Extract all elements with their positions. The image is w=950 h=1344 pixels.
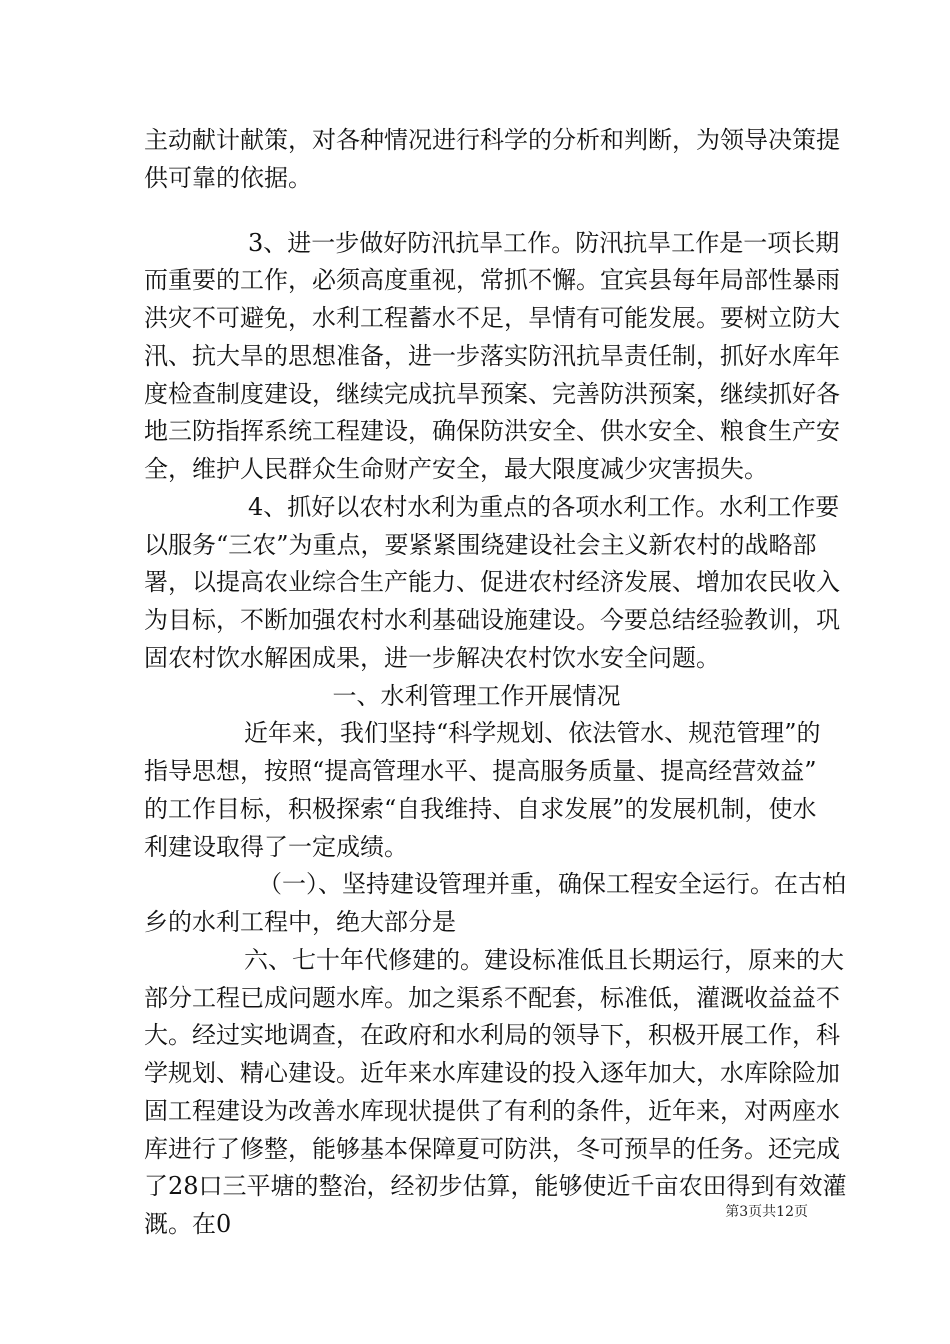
text-line: 固工程建设为改善水库现状提供了有利的条件，近年来，对两座水 [144, 1097, 840, 1125]
text-line: 指导思想，按照“提高管理水平、提高服务质量、提高经营效益” [144, 757, 817, 785]
text-line: 固农村饮水解困成果，进一步解决农村饮水安全问题。 [144, 644, 720, 672]
text-line: 洪灾不可避免，水利工程蓄水不足，旱情有可能发展。要树立防大 [144, 304, 840, 332]
page-number: 第3页共12页 [725, 1204, 808, 1220]
text-line: 度检查制度建设，继续完成抗旱预案、完善防洪预案，继续抓好各 [144, 380, 840, 408]
text-line: 主动献计献策，对各种情况进行科学的分析和判断，为领导决策提 [144, 126, 840, 154]
text-line: 全，维护人民群众生命财产安全，最大限度减少灾害损失。 [144, 455, 768, 483]
text-line: 六、七十年代修建的。建设标准低且长期运行，原来的大 [244, 946, 844, 974]
text-line: （一）、坚持建设管理并重，确保工程安全运行。在古柏 [258, 870, 846, 898]
text-line: 地三防指挥系统工程建设，确保防洪安全、供水安全、粮食生产安 [144, 417, 840, 445]
text-line: 库进行了修整，能够基本保障夏可防洪，冬可预旱的任务。还完成 [144, 1135, 840, 1163]
text-line: 4、抓好以农村水利为重点的各项水利工作。水利工作要 [248, 493, 840, 521]
text-line: 部分工程已成问题水库。加之渠系不配套，标准低，灌溉收益益不 [144, 984, 840, 1012]
text-line: 溉。在0 [144, 1210, 232, 1238]
text-line: 的工作目标，积极探索“自我维持、自求发展”的发展机制，使水 [144, 795, 817, 823]
text-line: 学规划、精心建设。近年来水库建设的投入逐年加大，水库除险加 [144, 1059, 840, 1087]
text-line: 而重要的工作，必须高度重视，常抓不懈。宜宾县每年局部性暴雨 [144, 266, 840, 294]
text-line: 署，以提高农业综合生产能力、促进农村经济发展、增加农民收入 [144, 568, 840, 596]
text-line: 了28口三平塘的整治，经初步估算，能够使近千亩农田得到有效灌 [144, 1172, 847, 1200]
text-line: 乡的水利工程中，绝大部分是 [144, 908, 456, 936]
text-line: 大。经过实地调查，在政府和水利局的领导下，积极开展工作，科 [144, 1021, 840, 1049]
text-line: 3、进一步做好防汛抗旱工作。防汛抗旱工作是一项长期 [248, 229, 840, 257]
text-line: 汛、抗大旱的思想准备，进一步落实防汛抗旱责任制，抓好水库年 [144, 342, 840, 370]
text-line: 近年来，我们坚持“科学规划、依法管水、规范管理”的 [244, 719, 821, 747]
text-line: 以服务“三农”为重点，要紧紧围绕建设社会主义新农村的战略部 [144, 531, 817, 559]
text-line: 利建设取得了一定成绩。 [144, 833, 408, 861]
text-line: 为目标，不断加强农村水利基础设施建设。今要总结经验教训，巩 [144, 606, 840, 634]
text-line: 供可靠的依据。 [144, 164, 312, 192]
section-heading: 一、水利管理工作开展情况 [332, 682, 621, 710]
